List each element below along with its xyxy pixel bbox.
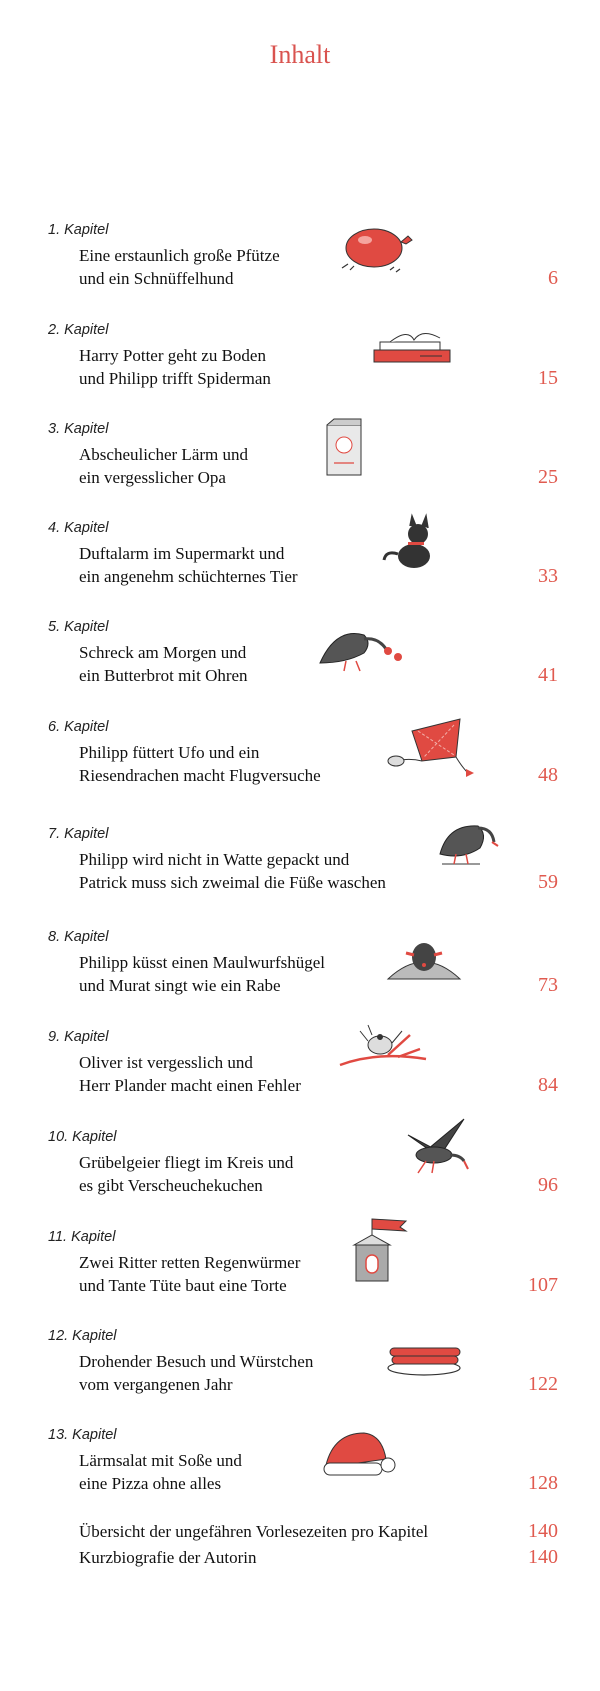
chapter-title-line-1: Philipp füttert Ufo und ein (79, 743, 260, 762)
chapter-title-line-1: Eine erstaunlich große Pfütze (79, 246, 280, 265)
chapter-title-line-2: und Murat singt wie ein Rabe (79, 976, 281, 995)
chapter-number: 2. Kapitel (48, 322, 109, 338)
chapter-page-number: 128 (528, 1472, 558, 1494)
chapter-title-line-1: Philipp küsst einen Maulwurfshügel (79, 953, 326, 972)
chapter-entry-3[interactable] (48, 421, 558, 489)
chapter-title-line-2: Riesendrachen macht Flugversuche (79, 766, 321, 785)
chapter-title-line-2: und Philipp trifft Spiderman (79, 369, 271, 388)
bird-icon (434, 818, 504, 872)
chapter-number: 3. Kapitel (48, 421, 109, 437)
chapter-page-number: 6 (548, 267, 558, 289)
chapter-title-line-2: eine Pizza ohne alles (79, 1474, 222, 1493)
chapter-title-line-2: Herr Plander macht einen Fehler (79, 1076, 301, 1095)
extra-label: Kurzbiografie der Autorin (79, 1548, 257, 1567)
chapter-number: 11. Kapitel (48, 1229, 116, 1245)
chapter-number: 6. Kapitel (48, 719, 109, 735)
chapter-entry-8[interactable] (48, 929, 558, 997)
chapter-entry-6[interactable] (48, 719, 558, 787)
chapter-number: 5. Kapitel (48, 619, 109, 635)
chapter-entry-12[interactable] (48, 1328, 558, 1396)
chapter-page-number: 48 (538, 764, 558, 786)
chapter-title-line-2: und Tante Tüte baut eine Torte (79, 1276, 287, 1295)
chapter-number: 10. Kapitel (48, 1129, 117, 1145)
dog-icon (380, 512, 444, 576)
extra-entry-reading-times[interactable] (79, 1522, 558, 1542)
chapter-number: 4. Kapitel (48, 520, 109, 536)
extra-page-number: 140 (528, 1546, 558, 1568)
sausages-icon (382, 1342, 468, 1378)
chapter-page-number: 73 (538, 974, 558, 996)
chapter-number: 1. Kapitel (48, 222, 109, 238)
chapter-entry-2[interactable] (48, 322, 558, 390)
chapter-number: 12. Kapitel (48, 1328, 117, 1344)
santa-hat-icon (320, 1425, 400, 1481)
chapter-entry-10[interactable] (48, 1129, 558, 1197)
chapter-entry-11[interactable] (48, 1229, 558, 1297)
chapter-title-line-2: vom vergangenen Jahr (79, 1375, 233, 1394)
chapter-entry-5[interactable] (48, 619, 558, 687)
page-title: Inhalt (269, 40, 331, 69)
chapter-title-line-1: Abscheulicher Lärm und (79, 445, 248, 464)
chapter-title-line-2: ein vergesslicher Opa (79, 468, 226, 487)
chapter-title-line-2: ein Butterbrot mit Ohren (79, 666, 248, 685)
chapter-entry-7[interactable] (48, 826, 558, 894)
extra-page-number: 140 (528, 1520, 558, 1542)
chapter-number: 13. Kapitel (48, 1427, 117, 1443)
chapter-title-line-1: Lärmsalat mit Soße und (79, 1451, 242, 1470)
extra-label: Übersicht der ungefähren Vorlesezeiten pro Kapitel (79, 1522, 429, 1541)
bird-branch-icon (338, 1021, 428, 1077)
chapter-title-line-2: und ein Schnüffelhund (79, 269, 234, 288)
chapter-page-number: 84 (538, 1074, 558, 1096)
chapter-title-line-1: Harry Potter geht zu Boden (79, 346, 266, 365)
chapter-title-line-1: Drohender Besuch und Würstchen (79, 1352, 314, 1371)
chapter-title-line-1: Philipp wird nicht in Watte gepackt und (79, 850, 350, 869)
package-icon (322, 417, 366, 479)
books-icon (370, 328, 456, 368)
extra-entry-biography[interactable] (79, 1548, 558, 1568)
chapter-title-line-1: Duftalarm im Supermarkt und (79, 544, 285, 563)
chapter-entry-1[interactable] (48, 222, 558, 290)
chapter-title-line-2: ein angenehm schüchternes Tier (79, 567, 298, 586)
vulture-icon (316, 623, 412, 673)
chapter-entry-9[interactable] (48, 1029, 558, 1097)
chapter-page-number: 33 (538, 565, 558, 587)
chapter-number: 8. Kapitel (48, 929, 109, 945)
chapter-entry-4[interactable] (48, 520, 558, 588)
chapter-page-number: 122 (528, 1373, 558, 1395)
chapter-title-line-1: Grübelgeier fliegt im Kreis und (79, 1153, 294, 1172)
chapter-title-line-2: es gibt Verscheuchekuchen (79, 1176, 263, 1195)
chapter-page-number: 59 (538, 871, 558, 893)
chapter-page-number: 15 (538, 367, 558, 389)
chapter-title-line-2: Patrick muss sich zweimal die Füße waschen (79, 873, 386, 892)
mole-icon (384, 933, 464, 983)
tower-icon (348, 1215, 414, 1285)
chapter-number: 9. Kapitel (48, 1029, 109, 1045)
chapter-page-number: 41 (538, 664, 558, 686)
balloon-icon (338, 224, 418, 276)
chapter-entry-13[interactable] (48, 1427, 558, 1495)
chapter-page-number: 25 (538, 466, 558, 488)
chapter-title-line-1: Zwei Ritter retten Regenwürmer (79, 1253, 301, 1272)
chapter-number: 7. Kapitel (48, 826, 109, 842)
chapter-page-number: 107 (528, 1274, 558, 1296)
kite-icon (382, 717, 486, 779)
chapter-title-line-1: Oliver ist vergesslich und (79, 1053, 253, 1072)
chapter-title-line-1: Schreck am Morgen und (79, 643, 247, 662)
flying-vulture-icon (398, 1115, 478, 1181)
chapter-page-number: 96 (538, 1174, 558, 1196)
